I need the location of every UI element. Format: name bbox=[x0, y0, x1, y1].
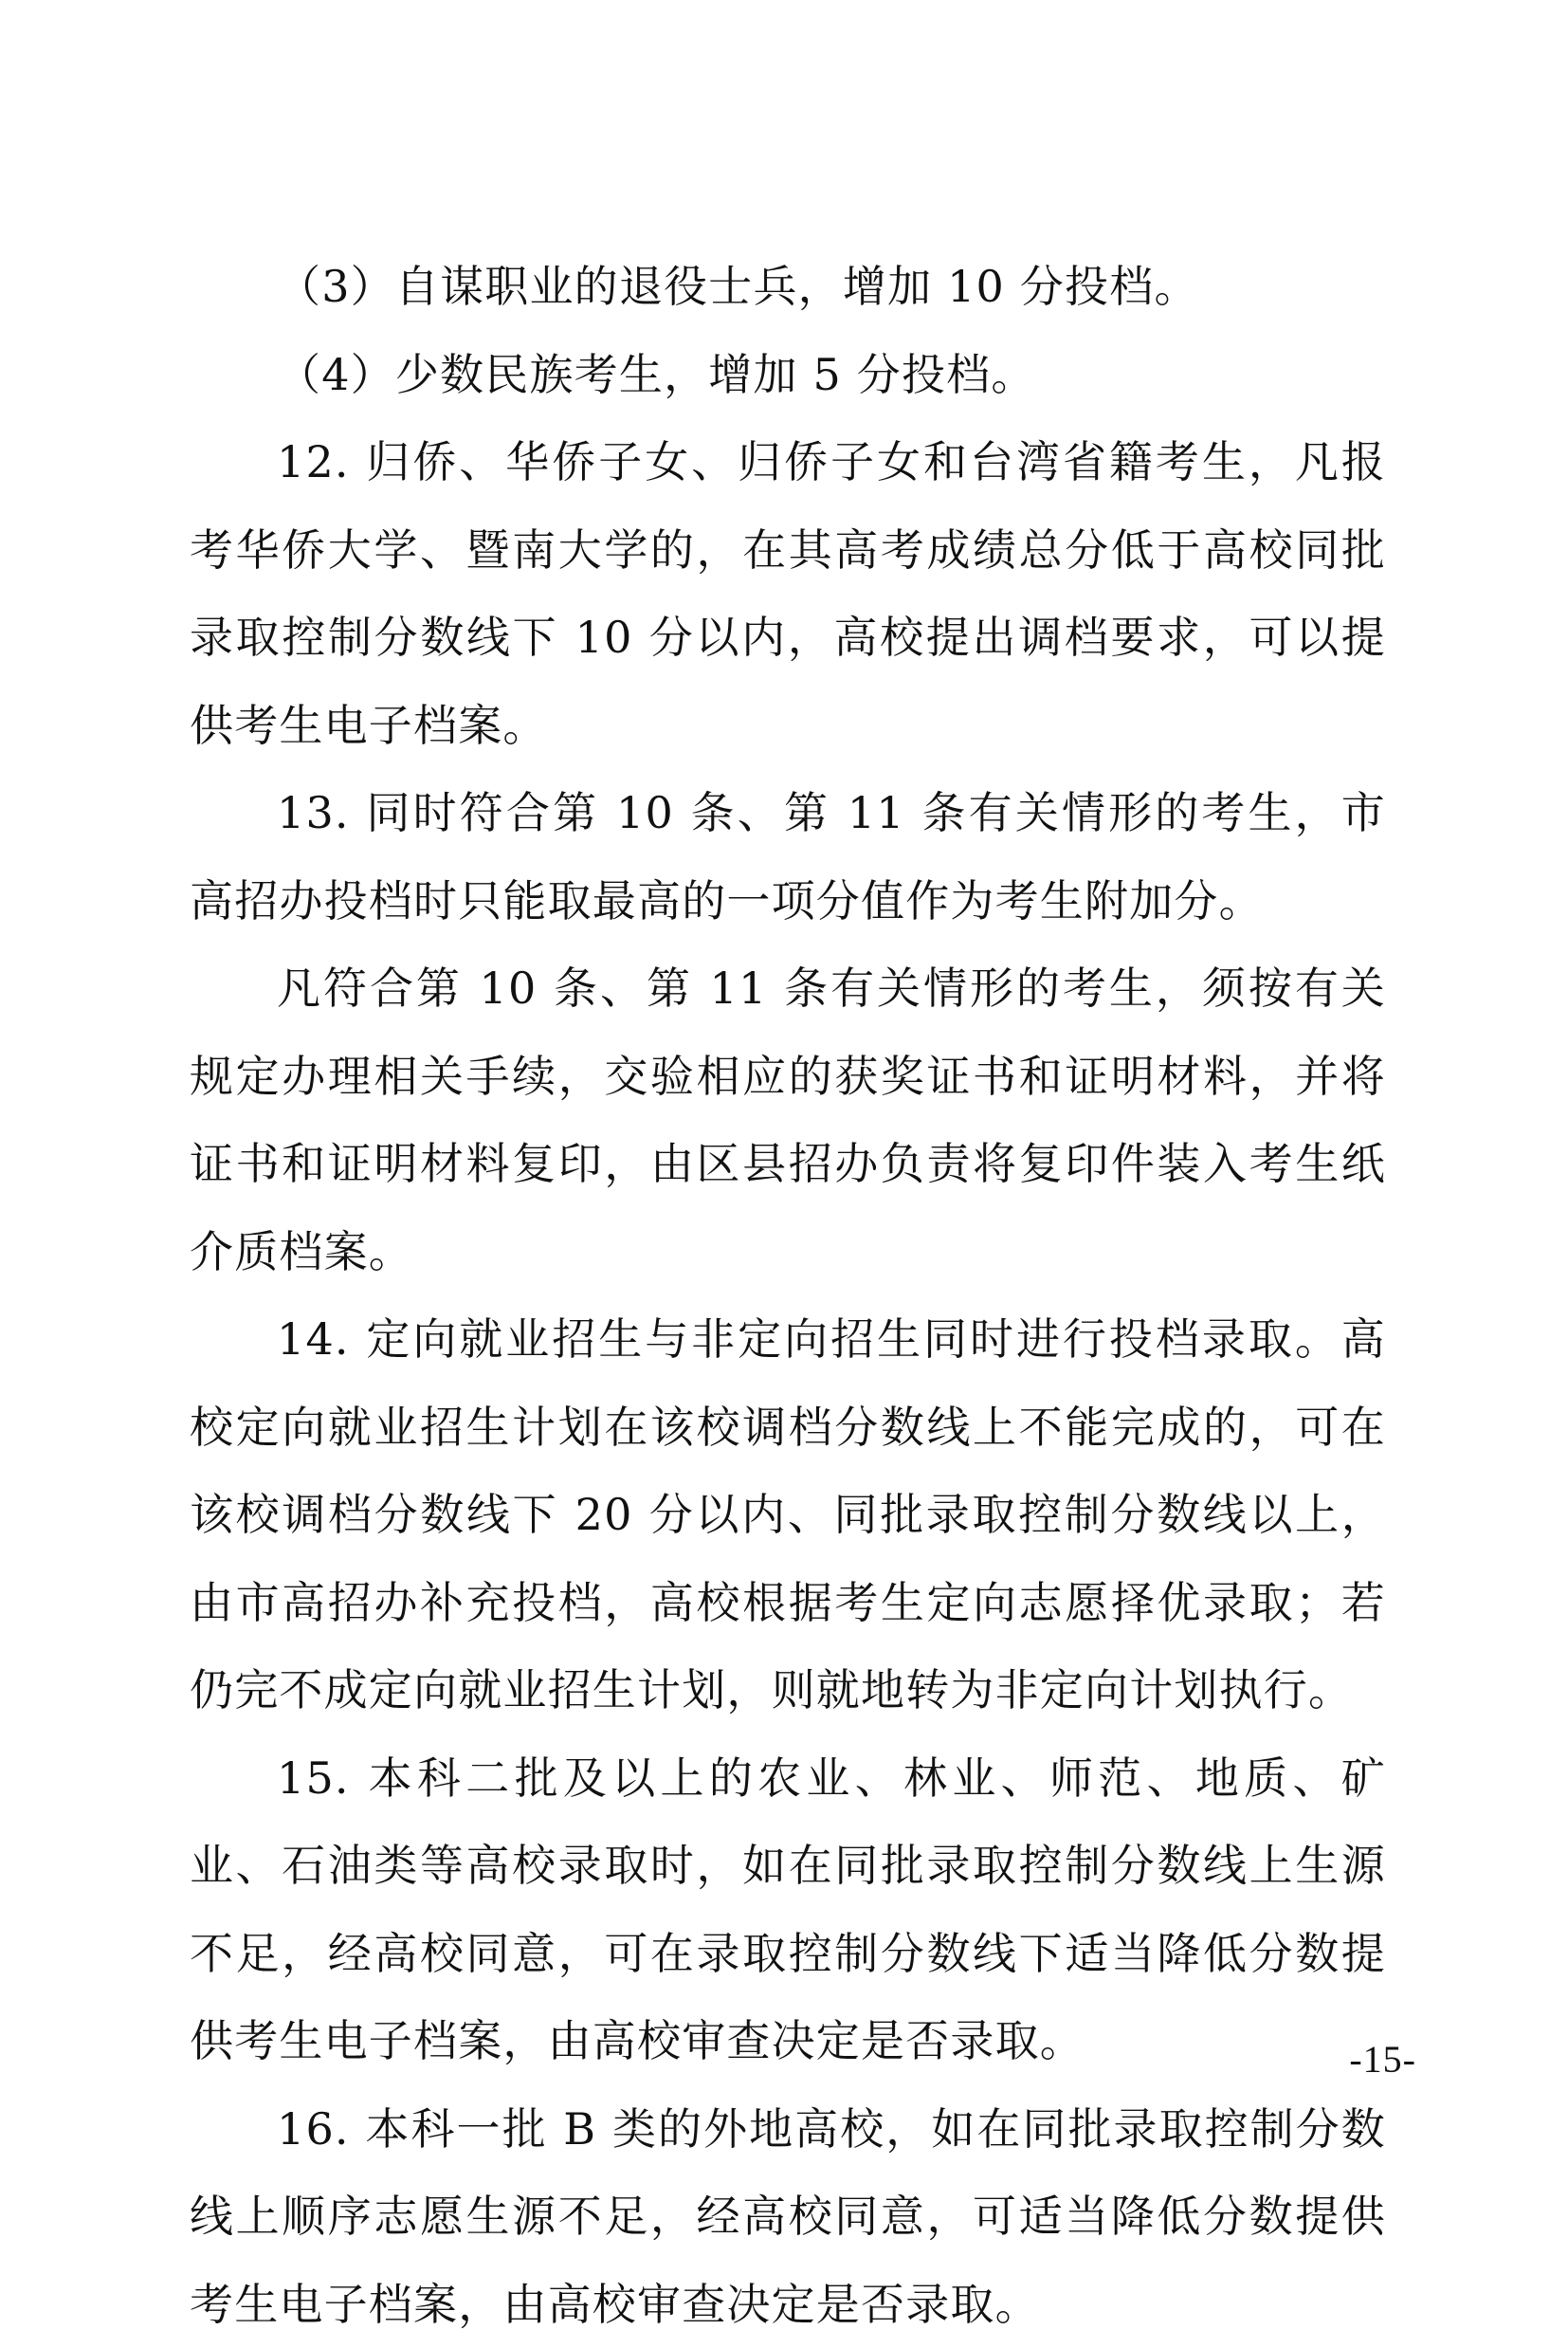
paragraph-13: 13. 同时符合第 10 条、第 11 条有关情形的考生，市高招办投档时只能取最高的一项分值作为考生附加分。 bbox=[190, 769, 1386, 945]
paragraph-12: 12. 归侨、华侨子女、归侨子女和台湾省籍考生，凡报考华侨大学、暨南大学的，在其高考成绩总分低于高校同批录取控制分数线下 10 分以内，高校提出调档要求，可以提供考生电子档案。 bbox=[190, 418, 1386, 769]
paragraph-14: 14. 定向就业招生与非定向招生同时进行投档录取。高校定向就业招生计划在该校调档分数线上不能完成的，可在该校调档分数线下 20 分以内、同批录取控制分数线以上，由市高招办补充投档，高校根据考生定向志愿择优录取；若仍完不成定向就业招生计划，则就地转为非定向计划执行。 bbox=[190, 1295, 1386, 1734]
page-number: -15- bbox=[1349, 2037, 1416, 2082]
paragraph-15: 15. 本科二批及以上的农业、林业、师范、地质、矿业、石油类等高校录取时，如在同批录取控制分数线上生源不足，经高校同意，可在录取控制分数线下适当降低分数提供考生电子档案，由高校审查决定是否录取。 bbox=[190, 1734, 1386, 2085]
paragraph-13-note: 凡符合第 10 条、第 11 条有关情形的考生，须按有关规定办理相关手续，交验相应的获奖证书和证明材料，并将证书和证明材料复印，由区县招办负责将复印件装入考生纸介质档案。 bbox=[190, 945, 1386, 1295]
paragraph-item-4: （4）少数民族考生，增加 5 分投档。 bbox=[190, 331, 1386, 419]
document-body bbox=[190, 243, 1386, 2348]
paragraph-item-3: （3）自谋职业的退役士兵，增加 10 分投档。 bbox=[190, 243, 1386, 331]
paragraph-16: 16. 本科一批 B 类的外地高校，如在同批录取控制分数线上顺序志愿生源不足，经高校同意，可适当降低分数提供考生电子档案，由高校审查决定是否录取。 bbox=[190, 2085, 1386, 2348]
